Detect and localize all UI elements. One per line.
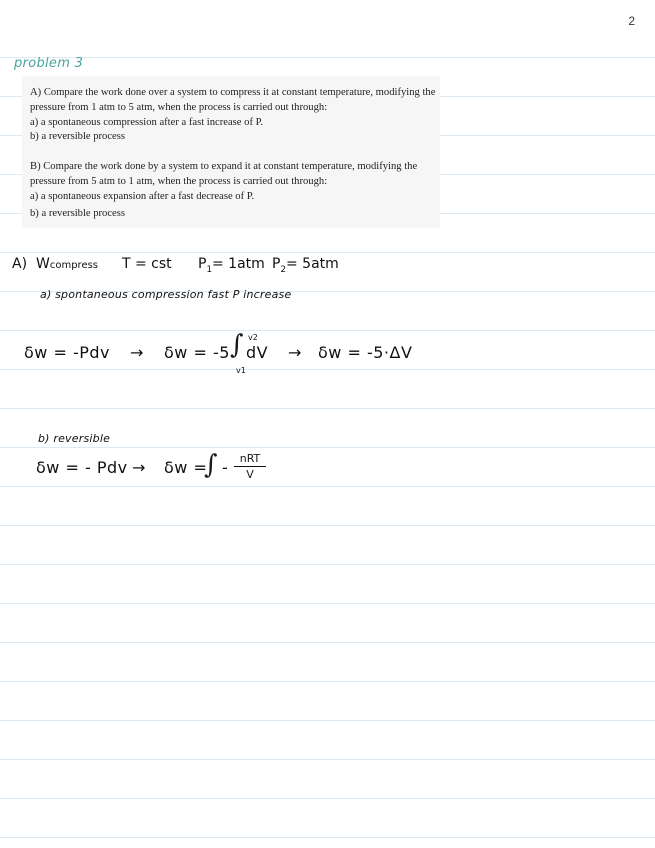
notes-a-heading: a) spontaneous compression fast P increase (40, 288, 292, 301)
notes-a-eq2-right: dV (246, 343, 269, 362)
notes-part-a: A) (12, 256, 28, 272)
notes-temperature: T = cst (122, 256, 172, 272)
problem-a-option-b: b) a reversible process (30, 131, 126, 142)
notes-a-int-upper: v2 (248, 333, 258, 342)
notes-b-fraction (234, 452, 266, 481)
notes-a-eq3: δw = -5·ΔV (318, 343, 413, 362)
problem-statement (22, 76, 440, 228)
problem-a-option-a: a) a spontaneous compression after a fast increase of P. (30, 117, 263, 128)
notes-b-heading: b) reversible (38, 432, 111, 445)
fraction-numerator: nRT (239, 452, 261, 465)
notes-a-arrow1: → (130, 343, 144, 362)
notes-b-eq2-left: δw = (164, 458, 208, 477)
page-number: 2 (628, 14, 635, 28)
problem-a-text: A) Compare the work done over a system to compress it at constant temperature, modifying the pressure from 1 atm to 5 atm, when the process is carried out through: (30, 87, 436, 113)
notes-a-int-lower: v1 (236, 366, 246, 375)
notes-p1: $P_1= 1atm$ (198, 256, 265, 275)
integral-sign: ∫ (230, 330, 244, 360)
notes-a-eq2-left: δw = -5 (164, 343, 230, 362)
notes-b-eq1: δw = - Pdv (36, 458, 128, 477)
notes-a-eq1: δw = -Pdv (24, 343, 110, 362)
notes-w-compress: Wcompress (36, 256, 99, 272)
notes-b-arrow: → (132, 458, 146, 477)
problem-b-option-a: a) a spontaneous expansion after a fast decrease of P. (30, 191, 255, 202)
notes-p2: $P_2= 5atm$ (272, 256, 339, 275)
integral-sign-b: ∫ (204, 450, 218, 480)
problem-b-text: B) Compare the work done by a system to expand it at constant temperature, modifying the pressure from 5 atm to 1 atm, when the process is carried out through: (30, 161, 418, 187)
problem-label: problem 3 (14, 56, 84, 71)
notes-b-minus: - (222, 458, 229, 477)
notes-a-arrow2: → (288, 343, 302, 362)
problem-b-option-b: b) a reversible process (30, 208, 126, 219)
fraction-bar (234, 466, 266, 467)
fraction-denominator: V (246, 468, 254, 482)
